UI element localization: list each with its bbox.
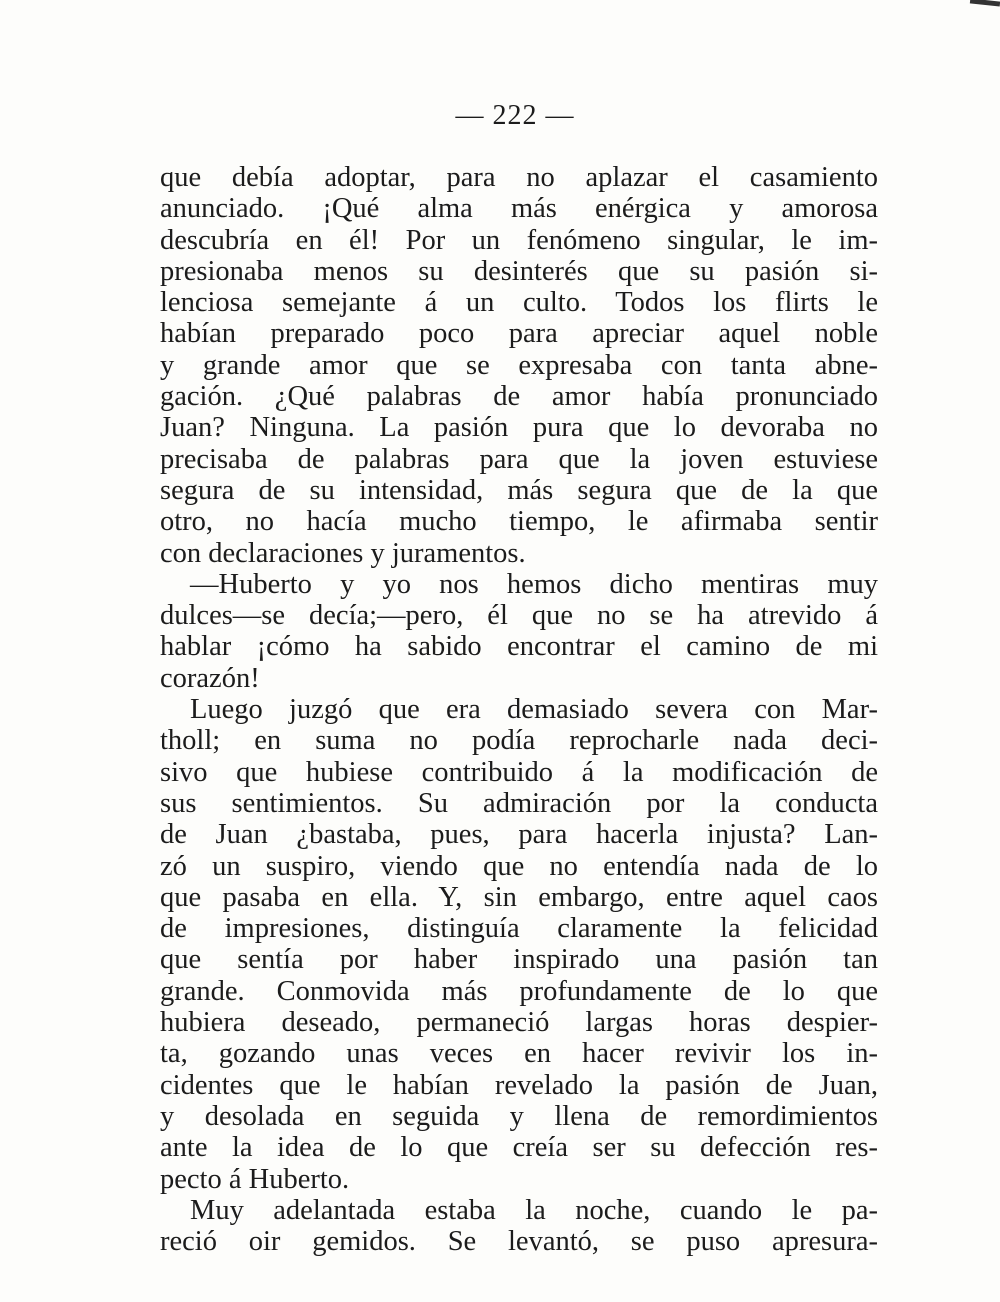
text-line: de Juan ¿bastaba, pues, para hacerla injusta? Lan- <box>160 819 878 851</box>
text-line: que debía adoptar, para no aplazar el casamiento <box>160 162 878 193</box>
text-line: sivo que hubiese contribuido á la modificación de <box>160 756 878 788</box>
text-line: anunciado. ¡Qué alma más enérgica y amorosa <box>160 193 878 225</box>
page-number: — 222 — <box>455 100 575 131</box>
text-line: ante la idea de lo que creía ser su defección res- <box>160 1132 878 1164</box>
text-line: precisaba de palabras para que la joven estuviese <box>160 443 878 475</box>
text-line: descubría en él! Por un fenómeno singular, le im- <box>160 224 878 256</box>
text-line: y desolada en seguida y llena de remordimientos <box>160 1100 878 1132</box>
text-line: cidentes que le habían revelado la pasión de Juan, <box>160 1069 878 1101</box>
text-line: sus sentimientos. Su admiración por la conducta <box>160 787 878 819</box>
text-line: reció oir gemidos. Se levantó, se puso apresura- <box>160 1226 878 1258</box>
body-text <box>160 162 878 1257</box>
text-line: corazón! <box>160 662 260 694</box>
text-line: gación. ¿Qué palabras de amor había pronunciado <box>160 381 878 413</box>
text-line: pecto á Huberto. <box>160 1163 350 1195</box>
text-line: tholl; en suma no podía reprocharle nada deci- <box>160 725 878 757</box>
text-line: hablar ¡cómo ha sabido encontrar el camino de mi <box>160 631 878 663</box>
text-line: zó un suspiro, viendo que no entendía nada de lo <box>160 850 878 882</box>
text-line: y grande amor que se expresaba con tanta abne- <box>160 349 878 381</box>
text-line: que pasaba en ella. Y, sin embargo, entre aquel caos <box>160 881 878 913</box>
text-line: ta, gozando unas veces en hacer revivir los in- <box>160 1038 878 1070</box>
text-line: otro, no hacía mucho tiempo, le afirmaba sentir <box>160 506 878 538</box>
scan-mark <box>970 0 1000 7</box>
text-line: segura de su intensidad, más segura que de la que <box>160 474 878 506</box>
text-line: lenciosa semejante á un culto. Todos los flirts le <box>160 287 878 319</box>
text-line: —Huberto y yo nos hemos dicho mentiras muy <box>190 568 878 600</box>
text-line: dulces—se decía;—pero, él que no se ha atrevido á <box>160 600 878 632</box>
text-line: Luego juzgó que era demasiado severa con Mar- <box>190 694 878 726</box>
text-line: con declaraciones y juramentos. <box>160 537 526 569</box>
text-line: que sentía por haber inspirado una pasión tan <box>160 944 878 976</box>
text-line: grande. Conmovida más profundamente de lo que <box>160 975 878 1007</box>
text-line: hubiera deseado, permaneció largas horas despier- <box>160 1007 878 1039</box>
text-line: de impresiones, distinguía claramente la felicidad <box>160 913 878 945</box>
text-line: habían preparado poco para apreciar aquel noble <box>160 318 878 350</box>
text-line: Muy adelantada estaba la noche, cuando le pa- <box>190 1194 878 1226</box>
text-line: presionaba menos su desinterés que su pasión si- <box>160 255 878 287</box>
text-line: Juan? Ninguna. La pasión pura que lo devoraba no <box>160 412 878 444</box>
